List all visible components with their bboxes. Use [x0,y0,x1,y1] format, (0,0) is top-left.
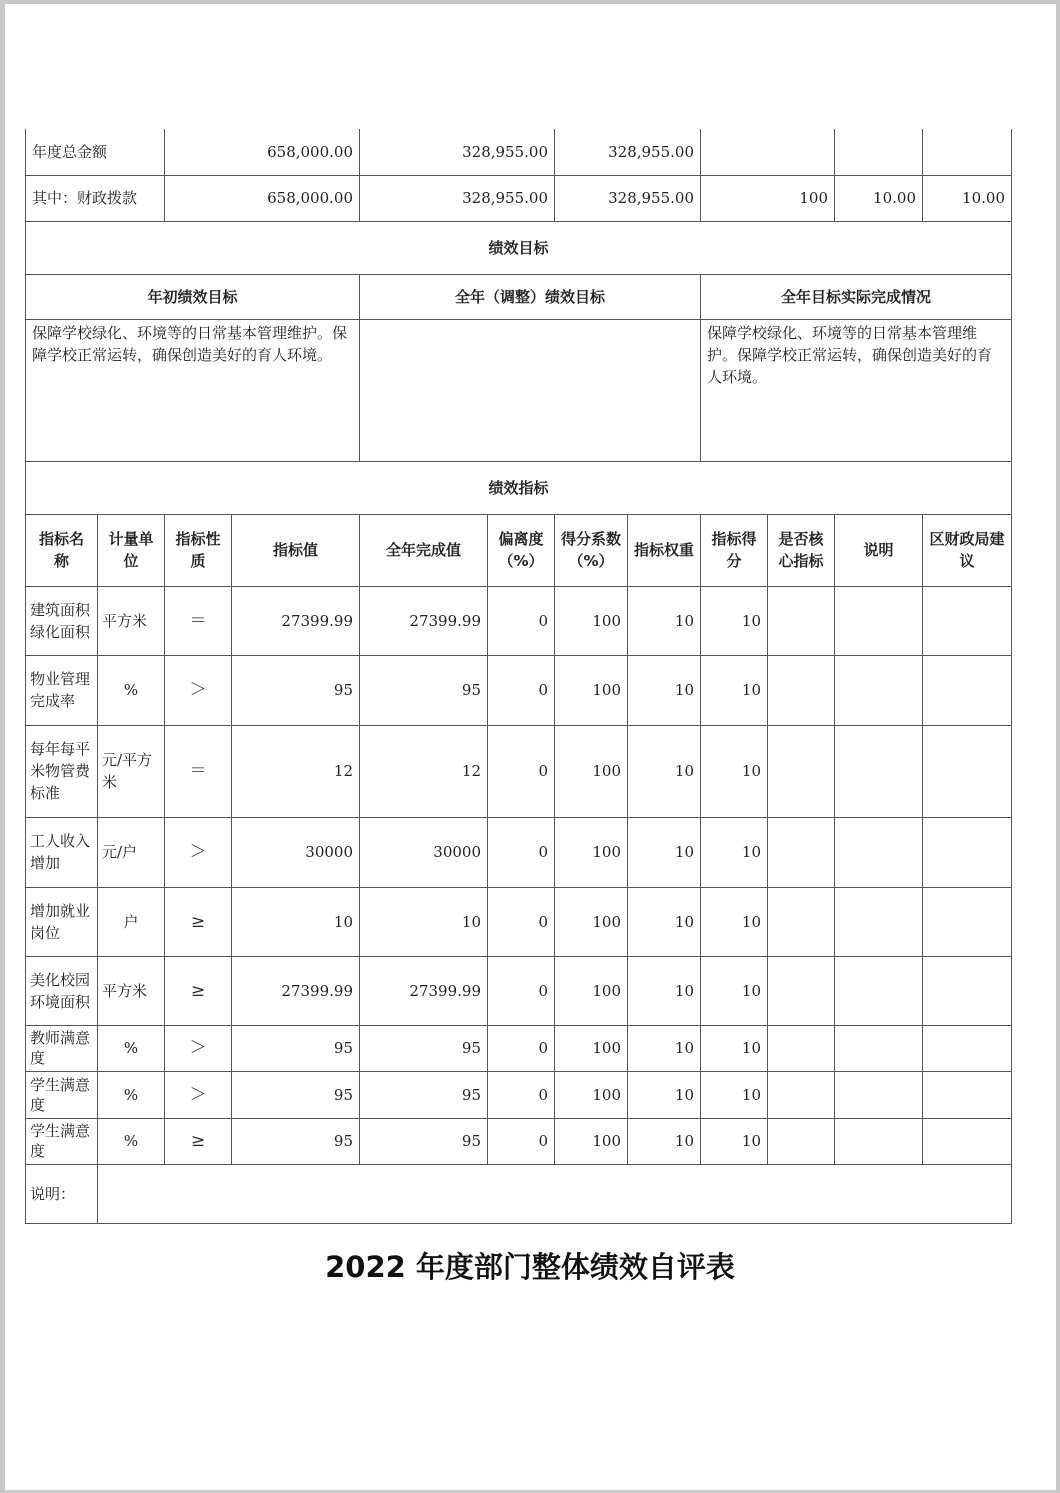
cell-value: 95 [232,1118,360,1164]
cell-coef: 100 [555,887,628,956]
cell-core [768,725,835,817]
cell-deviation: 0 [488,655,555,725]
funds-budget: 658,000.00 [165,175,360,221]
cell-name: 学生满意度 [26,1071,98,1118]
cell-note [835,1118,923,1164]
cell-coef: 100 [555,956,628,1025]
cell-value: 10 [232,887,360,956]
cell-score: 10 [701,887,768,956]
cell-core [768,1071,835,1118]
goals-initial-text: 保障学校绿化、环境等的日常基本管理维护。保障学校正常运转，确保创造美好的育人环境。 [26,319,360,461]
header-coef: 得分系数（%） [555,514,628,586]
cell-deviation: 0 [488,1071,555,1118]
funds-budget: 658,000.00 [165,129,360,175]
cell-name: 建筑面积绿化面积 [26,586,98,655]
header-nature: 指标性质 [165,514,232,586]
cell-core [768,1025,835,1071]
cell-completed: 10 [360,887,488,956]
cell-unit: 元/户 [98,817,165,887]
goals-adjusted-text [360,319,701,461]
remarks-row [26,1164,1012,1223]
cell-score: 10 [701,586,768,655]
cell-nature: ＞ [165,1025,232,1071]
cell-advice [923,1071,1012,1118]
table-row [26,817,1012,887]
cell-value: 30000 [232,817,360,887]
cell-unit: 平方米 [98,956,165,1025]
cell-advice [923,586,1012,655]
cell-score: 10 [701,1118,768,1164]
funds-label: 其中：财政拨款 [26,175,165,221]
cell-value: 27399.99 [232,586,360,655]
cell-note [835,817,923,887]
funds-weight: 10.00 [835,175,923,221]
cell-nature: ＝ [165,725,232,817]
cell-name: 工人收入增加 [26,817,98,887]
cell-name: 物业管理完成率 [26,655,98,725]
cell-coef: 100 [555,817,628,887]
header-name: 指标名称 [26,514,98,586]
funds-weight [835,129,923,175]
cell-deviation: 0 [488,956,555,1025]
header-advice: 区财政局建议 [923,514,1012,586]
goals-col-initial: 年初绩效目标 [26,274,360,319]
cell-completed: 95 [360,1025,488,1071]
header-score: 指标得分 [701,514,768,586]
cell-deviation: 0 [488,1118,555,1164]
cell-name: 增加就业岗位 [26,887,98,956]
funds-score: 10.00 [923,175,1012,221]
cell-name: 每年每平米物管费标准 [26,725,98,817]
table-row [26,887,1012,956]
cell-weight: 10 [628,1071,701,1118]
cell-weight: 10 [628,817,701,887]
cell-note [835,1071,923,1118]
cell-value: 27399.99 [232,956,360,1025]
goals-section-title: 绩效目标 [26,221,1012,274]
funds-executed: 328,955.00 [555,129,701,175]
goals-col-adjusted: 全年（调整）绩效目标 [360,274,701,319]
cell-coef: 100 [555,1118,628,1164]
cell-nature: ≥ [165,956,232,1025]
cell-completed: 95 [360,655,488,725]
cell-value: 95 [232,1025,360,1071]
funds-adjusted: 328,955.00 [360,175,555,221]
funds-row-total [26,129,1012,175]
cell-note [835,725,923,817]
cell-completed: 95 [360,1071,488,1118]
table-row [26,586,1012,655]
cell-name: 学生满意度 [26,1118,98,1164]
cell-nature: ＞ [165,817,232,887]
indicators-header-row [26,514,1012,586]
header-core: 是否核心指标 [768,514,835,586]
cell-unit: % [98,1118,165,1164]
cell-name: 教师满意度 [26,1025,98,1071]
cell-weight: 10 [628,887,701,956]
cell-note [835,956,923,1025]
cell-coef: 100 [555,725,628,817]
header-weight: 指标权重 [628,514,701,586]
cell-core [768,887,835,956]
cell-weight: 10 [628,655,701,725]
cell-unit: % [98,1071,165,1118]
goals-actual-text: 保障学校绿化、环境等的日常基本管理维护。保障学校正常运转，确保创造美好的育人环境。 [701,319,1012,461]
cell-deviation: 0 [488,817,555,887]
cell-advice [923,1118,1012,1164]
cell-advice [923,887,1012,956]
cell-completed: 30000 [360,817,488,887]
cell-nature: ≥ [165,1118,232,1164]
table-row [26,655,1012,725]
cell-nature: ＞ [165,655,232,725]
cell-coef: 100 [555,586,628,655]
cell-completed: 12 [360,725,488,817]
cell-coef: 100 [555,1071,628,1118]
cell-advice [923,1025,1012,1071]
table-row [26,1025,1012,1071]
performance-table [25,129,1012,1224]
cell-unit: % [98,1025,165,1071]
cell-advice [923,725,1012,817]
cell-deviation: 0 [488,725,555,817]
cell-score: 10 [701,1071,768,1118]
cell-score: 10 [701,655,768,725]
cell-unit: 户 [98,887,165,956]
cell-weight: 10 [628,1118,701,1164]
cell-core [768,1118,835,1164]
cell-coef: 100 [555,655,628,725]
cell-value: 95 [232,1071,360,1118]
header-unit: 计量单位 [98,514,165,586]
funds-row-fiscal [26,175,1012,221]
cell-core [768,956,835,1025]
cell-weight: 10 [628,725,701,817]
cell-note [835,655,923,725]
cell-nature: ＞ [165,1071,232,1118]
cell-weight: 10 [628,956,701,1025]
header-deviation: 偏离度（%） [488,514,555,586]
cell-value: 95 [232,655,360,725]
cell-value: 12 [232,725,360,817]
funds-rate: 100 [701,175,835,221]
cell-note [835,1025,923,1071]
cell-deviation: 0 [488,586,555,655]
cell-core [768,817,835,887]
cell-nature: ＝ [165,586,232,655]
cell-core [768,655,835,725]
funds-rate [701,129,835,175]
cell-deviation: 0 [488,1025,555,1071]
remarks-text [98,1164,1012,1223]
cell-note [835,586,923,655]
table-row [26,956,1012,1025]
cell-completed: 95 [360,1118,488,1164]
table-row [26,1071,1012,1118]
funds-executed: 328,955.00 [555,175,701,221]
funds-adjusted: 328,955.00 [360,129,555,175]
header-note: 说明 [835,514,923,586]
indicators-section-title: 绩效指标 [26,461,1012,514]
cell-unit: 平方米 [98,586,165,655]
table-row [26,725,1012,817]
cell-note [835,887,923,956]
table-row [26,1118,1012,1164]
cell-completed: 27399.99 [360,956,488,1025]
cell-name: 美化校园环境面积 [26,956,98,1025]
cell-advice [923,817,1012,887]
cell-advice [923,956,1012,1025]
cell-unit: % [98,655,165,725]
cell-deviation: 0 [488,887,555,956]
cell-score: 10 [701,817,768,887]
cell-completed: 27399.99 [360,586,488,655]
cell-score: 10 [701,725,768,817]
cell-weight: 10 [628,586,701,655]
goals-col-actual: 全年目标实际完成情况 [701,274,1012,319]
remarks-label: 说明： [26,1164,98,1223]
funds-label: 年度总金额 [26,129,165,175]
cell-unit: 元/平方米 [98,725,165,817]
cell-coef: 100 [555,1025,628,1071]
funds-score [923,129,1012,175]
next-table-title: 2022 年度部门整体绩效自评表 [325,1250,735,1284]
cell-core [768,586,835,655]
cell-score: 10 [701,1025,768,1071]
cell-nature: ≥ [165,887,232,956]
header-value: 指标值 [232,514,360,586]
cell-advice [923,655,1012,725]
cell-score: 10 [701,956,768,1025]
cell-weight: 10 [628,1025,701,1071]
header-completed: 全年完成值 [360,514,488,586]
